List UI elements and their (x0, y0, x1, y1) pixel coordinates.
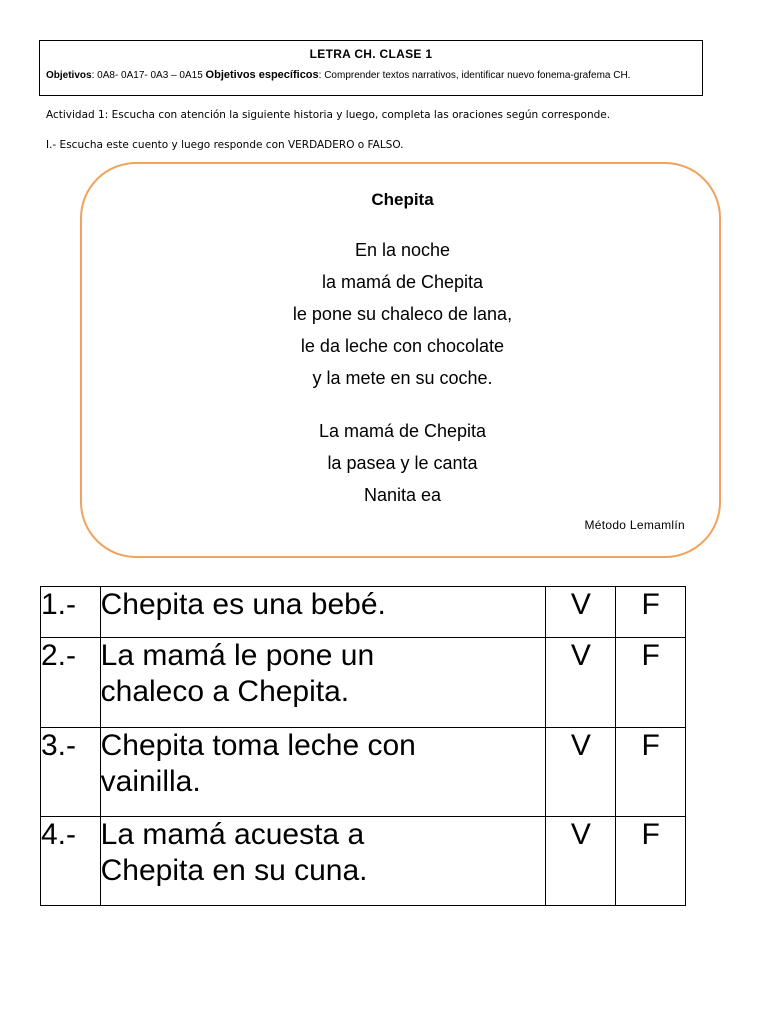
question-text-line-2: Chepita en su cuna. (100, 854, 368, 887)
question-cell (100, 817, 546, 906)
false-option[interactable]: F (641, 639, 660, 672)
question-text-line-2: chaleco a Chepita. (100, 675, 350, 708)
true-false-table (40, 586, 686, 906)
false-option[interactable]: F (641, 729, 660, 762)
question-number: 4.- (41, 818, 77, 851)
false-option[interactable]: F (641, 588, 660, 621)
objectives (46, 69, 692, 82)
question-text-line-1: Chepita toma leche con (100, 729, 416, 762)
activity-2-instruction: I.- Escucha este cuento y luego responde con VERDADERO o FALSO. (46, 139, 404, 151)
question-text-line-1: La mamá acuesta a (100, 818, 365, 851)
story-stanza-1 (82, 234, 723, 394)
question-text-line-1: Chepita es una bebé. (100, 588, 386, 621)
question-text-line-1: La mamá le pone un (100, 639, 375, 672)
true-option-cell[interactable] (546, 638, 616, 728)
table-row (41, 817, 686, 906)
false-option[interactable]: F (641, 818, 660, 851)
true-option-cell[interactable] (546, 587, 616, 638)
true-option[interactable]: V (570, 818, 591, 851)
header-box (39, 40, 703, 96)
true-option[interactable]: V (570, 639, 591, 672)
question-cell (100, 587, 546, 638)
question-number: 3.- (41, 729, 77, 762)
story-credit: Método Lemamlín (584, 518, 685, 532)
question-number-cell (41, 587, 101, 638)
question-number: 1.- (41, 588, 77, 621)
question-number-cell (41, 638, 101, 728)
objectives-label: Objetivos (46, 70, 92, 81)
objectives-codes: : 0A8- 0A17- 0A3 – 0A15 (91, 70, 206, 81)
true-option-cell[interactable] (546, 728, 616, 817)
activity-1-instruction: Actividad 1: Escucha con atención la siguiente historia y luego, completa las oraciones según corresponde. (46, 109, 611, 121)
table-row (41, 638, 686, 728)
false-option-cell[interactable] (616, 638, 686, 728)
story-line: Nanita ea (363, 485, 442, 505)
story-line: En la noche (354, 240, 451, 260)
specific-objectives-label: Objetivos específicos (205, 69, 319, 81)
false-option-cell[interactable] (616, 817, 686, 906)
table-row (41, 587, 686, 638)
question-cell (100, 638, 546, 728)
true-option[interactable]: V (570, 588, 591, 621)
question-number: 2.- (41, 639, 77, 672)
story-line: la pasea y le canta (327, 453, 478, 473)
page-title: LETRA CH. CLASE 1 (309, 47, 433, 61)
true-option-cell[interactable] (546, 817, 616, 906)
false-option-cell[interactable] (616, 728, 686, 817)
specific-objectives-text: : Comprender textos narrativos, identificar nuevo fonema-grafema CH. (318, 70, 631, 81)
story-line: La mamá de Chepita (318, 421, 487, 441)
question-cell (100, 728, 546, 817)
story-title: Chepita (371, 190, 434, 209)
story-line: y la mete en su coche. (312, 368, 493, 388)
story-line: la mamá de Chepita (321, 272, 484, 292)
true-option[interactable]: V (570, 729, 591, 762)
question-number-cell (41, 728, 101, 817)
story-box (80, 162, 721, 558)
question-text-line-2: vainilla. (100, 765, 201, 798)
story-line: le pone su chaleco de lana, (292, 304, 513, 324)
story-stanza-2 (82, 415, 723, 511)
table-row (41, 728, 686, 817)
false-option-cell[interactable] (616, 587, 686, 638)
question-number-cell (41, 817, 101, 906)
story-line: le da leche con chocolate (300, 336, 505, 356)
